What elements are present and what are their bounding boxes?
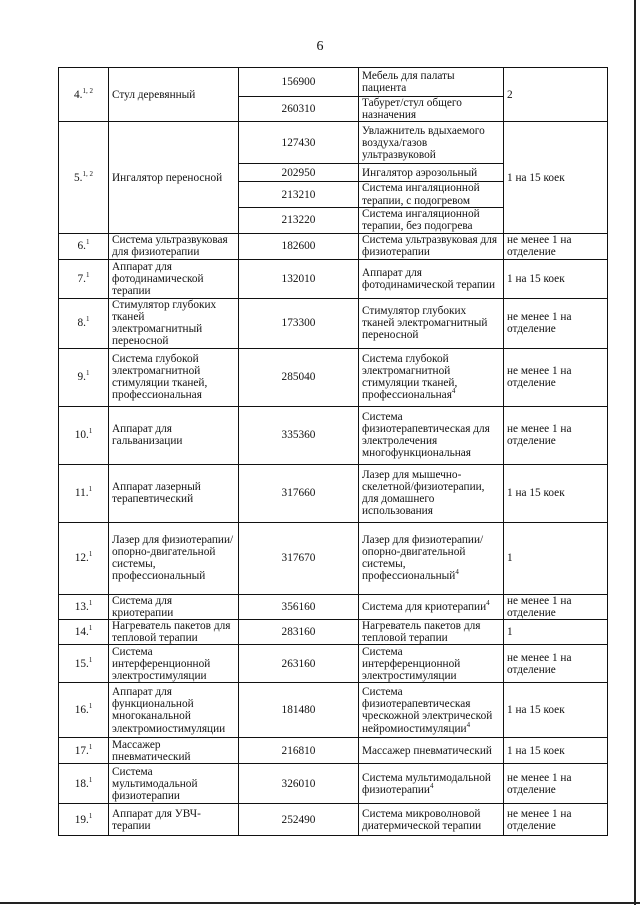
- type-code: 181480: [239, 683, 359, 738]
- type-name: [359, 259, 504, 298]
- type-name-text: Лазер для физиотерапии/опорно-двигательной системы, профессиональный: [362, 533, 484, 583]
- equipment-name: Ингалятор переносной: [109, 122, 239, 233]
- type-name: [359, 207, 504, 233]
- quantity: не менее 1 на отделение: [504, 298, 608, 348]
- type-name-text: Стимулятор глубоких тканей электромагнитный переносной: [362, 304, 488, 342]
- table-row: [59, 683, 608, 738]
- footnote-mark: 1: [88, 656, 93, 665]
- type-code: 356160: [239, 594, 359, 619]
- row-number-text: 10.: [74, 429, 89, 442]
- type-name: [359, 738, 504, 764]
- footnote-mark: 4: [486, 598, 490, 607]
- row-number: [59, 738, 109, 764]
- quantity: 2: [504, 68, 608, 122]
- type-name-text: Система ингаляционной терапии, без подогрева: [362, 208, 480, 233]
- type-name-text: Увлажнитель вдыхаемого воздуха/газов ультразвуковой: [362, 124, 485, 161]
- equipment-name: Аппарат лазерный терапевтический: [109, 464, 239, 522]
- type-code: 213220: [239, 207, 359, 233]
- table-row: [59, 645, 608, 683]
- type-code: 317670: [239, 522, 359, 594]
- equipment-name: Аппарат для фотодинамической терапии: [109, 259, 239, 298]
- type-name: [359, 182, 504, 207]
- type-name-text: Нагреватель пакетов для тепловой терапии: [362, 620, 481, 645]
- row-number-text: 16.: [74, 704, 89, 717]
- quantity: 1 на 15 коек: [504, 122, 608, 233]
- type-code: 285040: [239, 348, 359, 406]
- footnote-mark: 1: [85, 315, 90, 324]
- row-number-text: 17.: [74, 744, 89, 757]
- type-name: [359, 348, 504, 406]
- footnote-mark: 1: [85, 238, 90, 247]
- type-code: 317660: [239, 464, 359, 522]
- row-number-text: 4.: [74, 88, 83, 101]
- type-name: [359, 164, 504, 182]
- footnote-mark: 1: [88, 776, 93, 785]
- equipment-name: Аппарат для УВЧ-терапии: [109, 804, 239, 836]
- quantity: 1: [504, 522, 608, 594]
- quantity: 1 на 15 коек: [504, 683, 608, 738]
- type-code: 260310: [239, 97, 359, 122]
- type-name: [359, 298, 504, 348]
- type-code: 132010: [239, 259, 359, 298]
- table-row: [59, 122, 608, 164]
- equipment-name: Система для криотерапии: [109, 594, 239, 619]
- footnote-mark: 1: [88, 812, 93, 821]
- quantity: 1 на 15 коек: [504, 738, 608, 764]
- table-row: [59, 298, 608, 348]
- equipment-name: Система ультразвуковая для физиотерапии: [109, 233, 239, 259]
- type-name: [359, 97, 504, 122]
- footnote-mark: 4: [429, 782, 434, 791]
- table-row: [59, 738, 608, 764]
- footnote-mark: 1: [88, 743, 93, 752]
- equipment-name: Аппарат для функциональной многоканальной электромиостимуляции: [109, 683, 239, 738]
- table-row: [59, 594, 608, 619]
- type-name-text: Табурет/стул общего назначения: [362, 97, 462, 122]
- quantity: не менее 1 на отделение: [504, 233, 608, 259]
- row-number-text: 19.: [74, 813, 89, 826]
- type-name-text: Система ингаляционной терапии, с подогревом: [362, 182, 480, 207]
- type-name-text: Массажер пневматический: [362, 744, 492, 757]
- footnote-mark: 1, 2: [82, 169, 93, 178]
- row-number: [59, 764, 109, 804]
- table-row: [59, 464, 608, 522]
- type-name-text: Система физиотерапевтическая чрескожной электрической нейромиостимуляции: [362, 686, 493, 735]
- footnote-mark: 4: [451, 387, 456, 396]
- equipment-name: Массажер пневматический: [109, 738, 239, 764]
- footnote-mark: 1: [88, 598, 93, 607]
- type-name: [359, 406, 504, 464]
- type-name-text: Система ультразвуковая для физиотерапии: [362, 234, 498, 259]
- scan-border-bottom: [0, 902, 640, 904]
- footnote-mark: 4: [466, 720, 471, 729]
- table-row: [59, 764, 608, 804]
- row-number: [59, 348, 109, 406]
- type-name-text: Лазер для мышечно-скелетной/физиотерапии, для домашнего использования: [362, 468, 485, 518]
- type-name-text: Система для криотерапии: [362, 600, 487, 613]
- type-name: [359, 464, 504, 522]
- row-number-text: 5.: [74, 171, 83, 184]
- type-name-text: Система физиотерапевтическая для электролечения многофункциональная: [362, 410, 490, 460]
- footnote-mark: 4: [455, 568, 459, 577]
- footnote-mark: 1: [88, 624, 93, 633]
- type-name: [359, 645, 504, 683]
- type-code: 283160: [239, 620, 359, 645]
- quantity: не менее 1 на отделение: [504, 645, 608, 683]
- type-code: 263160: [239, 645, 359, 683]
- quantity: 1: [504, 620, 608, 645]
- equipment-name: Лазер для физиотерапии/опорно-двигательной системы, профессиональный: [109, 522, 239, 594]
- type-name: [359, 764, 504, 804]
- row-number-text: 15.: [74, 657, 89, 670]
- type-code: 202950: [239, 164, 359, 182]
- equipment-name: Аппарат для гальванизации: [109, 406, 239, 464]
- page-number: 6: [316, 39, 324, 54]
- row-number: [59, 645, 109, 683]
- row-number-text: 18.: [74, 777, 89, 790]
- type-name: [359, 522, 504, 594]
- type-code: 156900: [239, 68, 359, 97]
- row-number: [59, 620, 109, 645]
- type-code: 335360: [239, 406, 359, 464]
- type-name: [359, 683, 504, 738]
- type-code: 213210: [239, 182, 359, 207]
- equipment-name: Стимулятор глубоких тканей электромагнитный переносной: [109, 298, 239, 348]
- equipment-name: Стул деревянный: [109, 68, 239, 122]
- row-number: [59, 259, 109, 298]
- table-row: [59, 259, 608, 298]
- type-name-text: Ингалятор аэрозольный: [362, 166, 478, 179]
- type-name: [359, 620, 504, 645]
- table-row: [59, 233, 608, 259]
- type-name-text: Система глубокой электромагнитной стимуляции тканей, профессиональная: [362, 352, 458, 402]
- scan-border-right: [634, 0, 636, 905]
- row-number: [59, 406, 109, 464]
- row-number-text: 8.: [77, 317, 86, 330]
- type-name-text: Система интерференционной электростимуляции: [362, 645, 461, 683]
- quantity: не менее 1 на отделение: [504, 594, 608, 619]
- row-number: [59, 68, 109, 122]
- equipment-name: Нагреватель пакетов для тепловой терапии: [109, 620, 239, 645]
- row-number-text: 6.: [77, 240, 86, 253]
- row-number: [59, 233, 109, 259]
- row-number-text: 13.: [74, 600, 89, 613]
- type-name: [359, 68, 504, 97]
- quantity: 1 на 15 коек: [504, 259, 608, 298]
- type-code: 216810: [239, 738, 359, 764]
- equipment-name: Система глубокой электромагнитной стимуляции тканей, профессиональная: [109, 348, 239, 406]
- type-name-text: Система микроволновой диатермической терапии: [362, 807, 482, 832]
- row-number: [59, 594, 109, 619]
- type-name-text: Система мультимодальной физиотерапии: [362, 771, 491, 796]
- footnote-mark: 1: [88, 485, 93, 494]
- row-number-text: 11.: [74, 487, 89, 500]
- type-name: [359, 233, 504, 259]
- type-name: [359, 804, 504, 836]
- footnote-mark: 1: [85, 369, 90, 378]
- equipment-table: [58, 67, 608, 836]
- row-number: [59, 298, 109, 348]
- type-code: 127430: [239, 122, 359, 164]
- table-row: [59, 620, 608, 645]
- row-number: [59, 683, 109, 738]
- type-name-text: Мебель для палаты пациента: [362, 69, 455, 94]
- row-number-text: 14.: [74, 626, 89, 639]
- type-code: 326010: [239, 764, 359, 804]
- row-number: [59, 122, 109, 233]
- equipment-name: Система интерференционной электростимуляции: [109, 645, 239, 683]
- table-row: [59, 406, 608, 464]
- quantity: не менее 1 на отделение: [504, 764, 608, 804]
- row-number-text: 9.: [77, 371, 86, 384]
- type-code: 173300: [239, 298, 359, 348]
- type-code: 182600: [239, 233, 359, 259]
- table-row: [59, 804, 608, 836]
- row-number: [59, 804, 109, 836]
- footnote-mark: 1: [88, 550, 93, 559]
- table-row: [59, 68, 608, 97]
- footnote-mark: 1: [88, 702, 93, 711]
- quantity: 1 на 15 коек: [504, 464, 608, 522]
- quantity: не менее 1 на отделение: [504, 406, 608, 464]
- type-code: 252490: [239, 804, 359, 836]
- type-name-text: Аппарат для фотодинамической терапии: [362, 266, 496, 291]
- footnote-mark: 1: [85, 270, 90, 279]
- table-row: [59, 348, 608, 406]
- table-row: [59, 522, 608, 594]
- type-name: [359, 594, 504, 619]
- row-number: [59, 522, 109, 594]
- equipment-name: Система мультимодальной физиотерапии: [109, 764, 239, 804]
- row-number: [59, 464, 109, 522]
- footnote-mark: 1: [88, 427, 93, 436]
- row-number-text: 12.: [74, 552, 89, 565]
- row-number-text: 7.: [77, 272, 86, 285]
- quantity: не менее 1 на отделение: [504, 348, 608, 406]
- quantity: не менее 1 на отделение: [504, 804, 608, 836]
- footnote-mark: 1, 2: [82, 86, 93, 95]
- type-name: [359, 122, 504, 164]
